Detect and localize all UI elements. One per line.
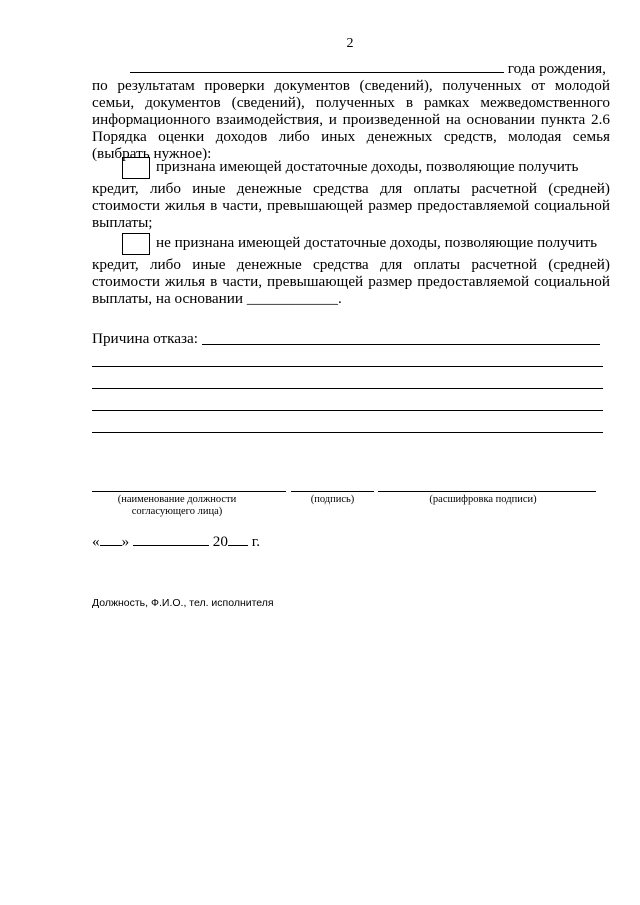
not-recognized-label: не признана имеющей достаточные доходы, позволяющие получить bbox=[156, 234, 598, 251]
date-row bbox=[92, 532, 260, 551]
position-caption-line2: согласующего лица) bbox=[131, 506, 223, 517]
recognized-checkbox[interactable] bbox=[122, 157, 150, 179]
position-caption-line1: (наименование должности bbox=[117, 494, 237, 505]
year-suffix: г. bbox=[251, 533, 261, 550]
year-prefix: 20 bbox=[212, 533, 228, 550]
date-open-quote: « bbox=[92, 533, 100, 550]
recognized-continuation: кредит, либо иные денежные средства для оплаты расчетной (средней) стоимости жилья в части, превышающей размер предоставляемой социальной выплаты; bbox=[92, 180, 610, 231]
refusal-reason-line[interactable] bbox=[92, 410, 603, 411]
refusal-reason-line[interactable] bbox=[92, 366, 603, 367]
refusal-reason-line[interactable] bbox=[92, 432, 603, 433]
day-field[interactable] bbox=[100, 532, 122, 546]
position-signature-line[interactable] bbox=[92, 491, 286, 492]
signature-line[interactable] bbox=[291, 491, 374, 492]
executor-footer: Должность, Ф.И.О., тел. исполнителя bbox=[92, 597, 274, 609]
position-caption bbox=[92, 494, 262, 518]
birth-year-line bbox=[130, 58, 610, 77]
birth-year-text: года рождения, bbox=[507, 60, 606, 77]
signature-caption: (подпись) bbox=[310, 494, 355, 505]
not-recognized-continuation: кредит, либо иные денежные средства для оплаты расчетной (средней) стоимости жилья в части, превышающей размер предоставляемой социальной выплаты, на основании ____________. bbox=[92, 256, 610, 307]
refusal-reason-field[interactable] bbox=[202, 344, 600, 345]
date-close-quote: » bbox=[121, 533, 130, 550]
decoding-caption: (расшифровка подписи) bbox=[429, 494, 537, 505]
month-field[interactable] bbox=[133, 532, 209, 546]
page-number: 2 bbox=[346, 36, 354, 51]
signature-decoding-line[interactable] bbox=[378, 491, 596, 492]
intro-paragraph: по результатам проверки документов (сведений), полученных от молодой семьи, документов (сведений), полученных в рамках межведомственного информационного взаимодействия, и произведенной на основании пункта 2.6 Порядка оценки доходов либо иных денежных средств, молодая семья (выбрать нужное): bbox=[92, 77, 610, 162]
refusal-reason-label: Причина отказа: bbox=[92, 330, 199, 347]
refusal-reason-line[interactable] bbox=[92, 388, 603, 389]
not-recognized-checkbox[interactable] bbox=[122, 233, 150, 255]
name-blank-field[interactable] bbox=[130, 58, 504, 73]
recognized-label: признана имеющей достаточные доходы, позволяющие получить bbox=[156, 158, 579, 175]
year-field[interactable] bbox=[228, 532, 248, 546]
